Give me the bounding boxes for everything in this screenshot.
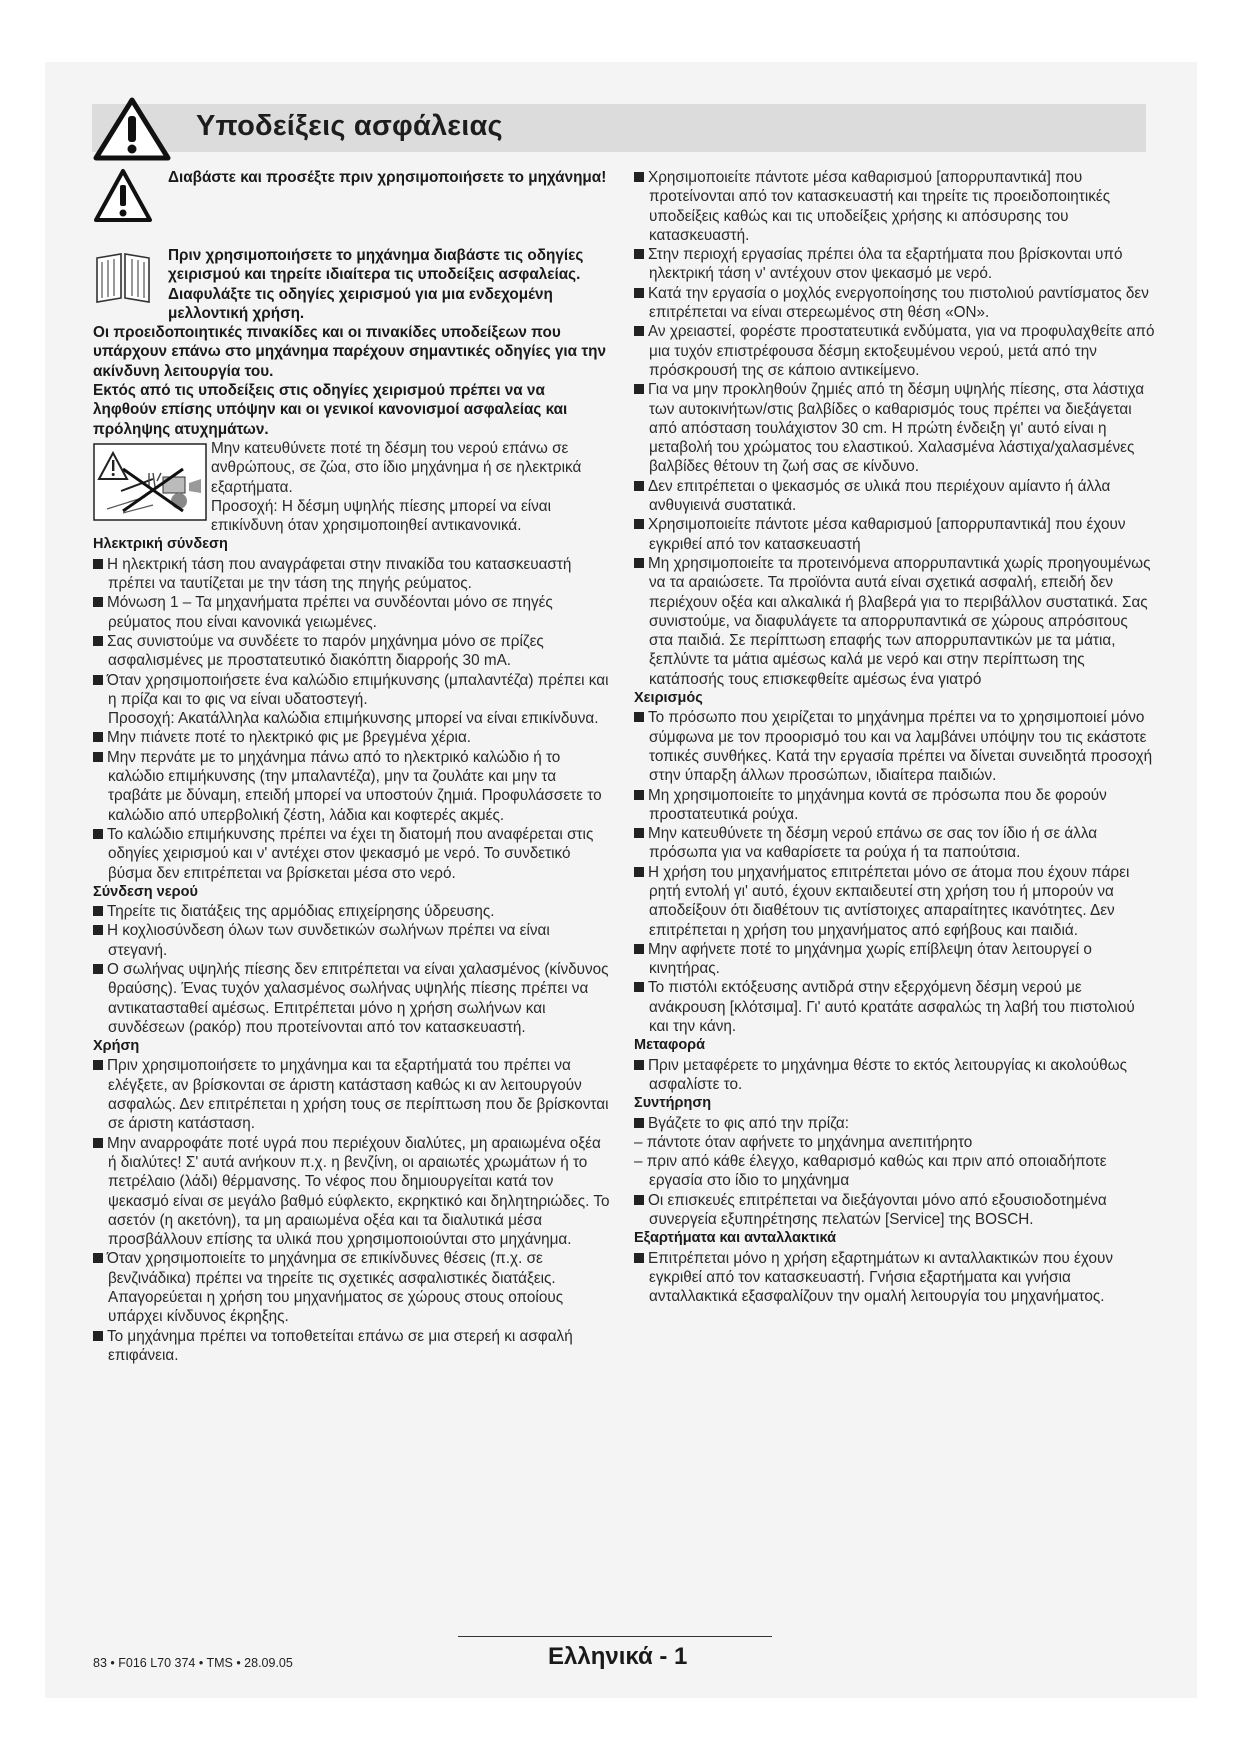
left-column	[93, 168, 611, 1365]
bullet-icon	[634, 944, 644, 954]
list-item: Μην κατευθύνετε τη δέσμη νερού επάνω σε σας τον ίδιο ή σε άλλα πρόσωπα για να καθαρίσετε τα ρούχα ή τα παπούτσια.	[634, 824, 1155, 863]
dash-item: – πάντοτε όταν αφήνετε το μηχάνημα ανεπιτήρητο	[634, 1133, 973, 1151]
bullet-icon	[93, 829, 103, 839]
list-item: Όταν χρησιμοποιείτε το μηχάνημα σε επικίνδυνες θέσεις (π.χ. σε βενζινάδικα) πρέπει να τηρείτε τις σχετικές ασφαλιστικές διατάξεις. Απαγορεύεται η χρήση του μηχανήματος σε χώρους στους οποίους υπάρχει κίνδυνος έκρηξης.	[93, 1249, 611, 1326]
bullet-icon	[634, 828, 644, 838]
extension-cable-note: Προσοχή: Ακατάλληλα καλώδια επιμήκυνσης μπορεί να είναι επικίνδυνα.	[108, 710, 599, 728]
list-item: Για να μην προκληθούν ζημιές από τη δέσμη υψηλής πίεσης, στα λάστιχα των αυτοκινήτων/στις βαλβίδες ο καθαρισμός τους πρέπει να διεξάγεται από απόσταση τουλάχιστον 30 cm. Η πρώτη ένδειξη γι' αυτό είναι η μεταβολή του χρώματος του ελαστικού. Χαλασμένα λάστιχα/χαλασμένες βαλβίδες θέτουν τη ζωή σας σε κίνδυνο.	[634, 380, 1155, 476]
list-item: Κατά την εργασία ο μοχλός ενεργοποίησης του πιστολιού ραντίσματος δεν επιτρέπεται να είναι στερεωμένος στη θέση «ON».	[634, 284, 1155, 323]
right-column	[634, 168, 1155, 1307]
list-item: Η κοχλιοσύνδεση όλων των συνδετικών σωλήνων πρέπει να είναι στεγανή.	[93, 921, 611, 960]
bullet-icon	[634, 982, 644, 992]
bullet-icon	[93, 1138, 103, 1148]
bullet-icon	[93, 925, 103, 935]
list-item: Αν χρειαστεί, φορέστε προστατευτικά ενδύματα, για να προφυλαχθείτε από μια τυχόν επιστρέφουσα δέσμη εκτοξευμένου νερού, μετά από την πρόσκρουσή της σε κάποιο αντικείμενο.	[634, 322, 1155, 380]
bullet-icon	[634, 481, 644, 491]
bullet-icon	[93, 675, 103, 685]
warning-labels-note: Οι προειδοποιητικές πινακίδες και οι πινακίδες υποδείξεων που υπάρχουν επάνω στο μηχάνημα παρέχουν σημαντικές οδηγίες για την ακίνδυνη λειτουργία του.	[93, 324, 607, 380]
list-item: Δεν επιτρέπεται ο ψεκασμός σε υλικά που περιέχουν αμίαντο ή άλλα ανθυγιεινά συστατικά.	[634, 477, 1155, 516]
list-item: Χρησιμοποιείτε πάντοτε μέσα καθαρισμού [απορρυπαντικά] που έχουν εγκριθεί από τον κατασκευαστή	[634, 515, 1155, 554]
warning-triangle-icon	[93, 168, 153, 224]
bullet-icon	[634, 326, 644, 336]
footer-doc-code: 83 • F016 L70 374 • TMS • 28.09.05	[93, 1656, 293, 1670]
bullet-icon	[634, 384, 644, 394]
bullet-icon	[93, 1253, 103, 1263]
bullet-icon	[634, 1253, 644, 1263]
warning-triangle-icon	[92, 96, 172, 162]
heading-maintenance: Συντήρηση	[634, 1095, 712, 1112]
list-item: Το πιστόλι εκτόξευσης αντιδρά στην εξερχόμενη δέσμη νερού με ανάκρουση [κλότσιμα]. Γι' αυτό κρατάτε ασφαλώς τη λαβή του πιστολιού και την κάνη.	[634, 978, 1155, 1036]
list-item: Επιτρέπεται μόνο η χρήση εξαρτημάτων κι ανταλλακτικών που έχουν εγκριθεί από τον κατασκευαστή. Γνήσια εξαρτήματα και γνήσια ανταλλακτικά εξασφαλίζουν την ομαλή λειτουργία του μηχανήματος.	[634, 1249, 1155, 1307]
list-item: Πριν χρησιμοποιήσετε το μηχάνημα και τα εξαρτήματά του πρέπει να ελέγξετε, αν βρίσκονται σε άριστη κατάσταση καθώς κι αν λειτουργούν ασφαλώς. Δεν επιτρέπεται η χρήση τους σε περίπτωση που δε βρίσκονται σε άριστη κατάσταση.	[93, 1056, 611, 1133]
list-item: Μη χρησιμοποιείτε το μηχάνημα κοντά σε πρόσωπα που δε φορούν προστατευτικά ρούχα.	[634, 786, 1155, 825]
spray-hazard-icon	[93, 443, 207, 521]
spray-warning-1: Μην κατευθύνετε ποτέ τη δέσμη του νερού επάνω σε ανθρώπους, σε ζώα, στο ίδιο μηχάνημα ή σε ηλεκτρικά εξαρτήματα.	[211, 439, 582, 496]
heading-accessories: Εξαρτήματα και ανταλλακτικά	[634, 1230, 837, 1247]
general-regulations-note: Εκτός από τις υποδείξεις στις οδηγίες χειρισμού πρέπει να να ληφθούν επίσης υπόψην και οι γενικοί κανονισμοί ασφαλείας και πρόληψης ατυχημάτων.	[93, 382, 568, 438]
list-item: Χρησιμοποιείτε πάντοτε μέσα καθαρισμού [απορρυπαντικά] που προτείνονται από τον κατασκευαστή και τηρείτε τις προειδοποιητικές υποδείξεις καθώς και τις υποδείξεις χρήσης κι απόσυρσης του κατασκευαστή.	[634, 168, 1155, 245]
bullet-icon	[634, 867, 644, 877]
page-title: Υποδείξεις ασφάλειας	[196, 110, 503, 142]
list-item: Το πρόσωπο που χειρίζεται το μηχάνημα πρέπει να το χρησιμοποιεί μόνο σύμφωνα με τον προορισμό του και να λαμβάνει υπόψην του τις εκάστοτε τοπικές συνθήκες. Κατά την εργασία πρέπει να δίνεται συνειδητά προσοχή στην ύπαρξη άλλων προσώπων, ιδιαίτερα παιδιών.	[634, 708, 1155, 785]
bullet-icon	[634, 712, 644, 722]
list-item: Μην πιάνετε ποτέ το ηλεκτρικό φις με βρεγμένα χέρια.	[93, 728, 611, 747]
bullet-icon	[93, 732, 103, 742]
bullet-icon	[634, 1060, 644, 1070]
footer-divider	[458, 1636, 772, 1637]
list-item: Σας συνιστούμε να συνδέετε το παρόν μηχάνημα μόνο σε πρίζες ασφαλισμένες με προστατευτικό διακόπτη διαρροής 30 mA.	[93, 632, 611, 671]
list-item: Μην αφήνετε ποτέ το μηχάνημα χωρίς επίβλεψη όταν λειτουργεί ο κινητήρας.	[634, 940, 1155, 979]
bullet-icon	[634, 790, 644, 800]
list-item: Το μηχάνημα πρέπει να τοποθετείται επάνω σε μια στερεή κι ασφαλή επιφάνεια.	[93, 1327, 611, 1366]
footer-page-label: Ελληνικά - 1	[548, 1643, 688, 1670]
bullet-icon	[93, 597, 103, 607]
heading-operation: Χειρισμός	[634, 690, 703, 707]
bullet-icon	[93, 559, 103, 569]
bullet-icon	[634, 1118, 644, 1128]
bullet-icon	[634, 288, 644, 298]
list-item: Βγάζετε το φις από την πρίζα:	[634, 1114, 1155, 1133]
heading-water-connection: Σύνδεση νερού	[93, 883, 198, 900]
read-manual-notice: Πριν χρησιμοποιήσετε το μηχάνημα διαβάστε τις οδηγίες χειρισμού και τηρείτε ιδιαίτερα τις υποδείξεις ασφαλείας. Διαφυλάξτε τις οδηγίες χειρισμού για μια ενδεχομένη μελλοντική χρήση.	[93, 246, 611, 323]
bullet-icon	[93, 1060, 103, 1070]
list-item: Οι επισκευές επιτρέπεται να διεξάγονται μόνο από εξουσιοδοτημένα συνεργεία εξυπηρέτησης πελατών [Service] της BOSCH.	[634, 1191, 1155, 1230]
bullet-icon	[634, 1195, 644, 1205]
list-item: Ο σωλήνας υψηλής πίεσης δεν επιτρέπεται να είναι χαλασμένος (κίνδυνος θραύσης). Ένας τυχόν χαλασμένος σωλήνας υψηλής πίεσης πρέπει να αντικατασταθεί αμέσως. Επιτρέπεται μόνο η χρήση σωλήνων και συνδέσεων (ρακόρ) που προτείνονται από τον κατασκευαστή.	[93, 960, 611, 1037]
bullet-icon	[93, 1331, 103, 1341]
list-item: Μην αναρροφάτε ποτέ υγρά που περιέχουν διαλύτες, μη αραιωμένα οξέα ή διαλύτες! Σ' αυτά ανήκουν π.χ. η βενζίνη, οι αραιωτές χρωμάτων ή το πετρέλαιο (λάδι) θέρμανσης. Το νέφος που δημιουργείται κατά τον ψεκασμό είναι σε μεγάλο βαθμό εύφλεκτο, εκρηκτικό και δηλητηριώδες. Το ασετόν (η ακετόνη), τα μη αραιωμένα οξέα και τα διαλυτικά μέσα προσβάλλουν επίσης τα υλικά που χρησιμοποιούνται στο μηχάνημα.	[93, 1134, 611, 1250]
list-item: Μόνωση 1 – Τα μηχανήματα πρέπει να συνδέονται μόνο σε πηγές ρεύματος που είναι κανονικά γειωμένες.	[93, 593, 611, 632]
list-item: Στην περιοχή εργασίας πρέπει όλα τα εξαρτήματα που βρίσκονται υπό ηλεκτρική τάση ν' αντέχουν στον ψεκασμό με νερό.	[634, 245, 1155, 284]
list-item: Η ηλεκτρική τάση που αναγράφεται στην πινακίδα του κατασκευαστή πρέπει να ταυτίζεται με την τάση της πηγής ρεύματος.	[93, 555, 611, 594]
bullet-icon	[634, 558, 644, 568]
dash-item: – πριν από κάθε έλεγχο, καθαρισμό καθώς και πριν από οποιαδήποτε εργασία στο ίδιο το μηχάνημα	[634, 1153, 1107, 1190]
list-item: Πριν μεταφέρετε το μηχάνημα θέστε το εκτός λειτουργίας κι ακολούθως ασφαλίστε το.	[634, 1056, 1155, 1095]
spray-warning-block	[93, 439, 611, 535]
bullet-icon	[634, 172, 644, 182]
bullet-icon	[93, 906, 103, 916]
list-item: Μη χρησιμοποιείτε τα προτεινόμενα απορρυπαντικά χωρίς προηγουμένως να τα αραιώσετε. Τα προϊόντα αυτά είναι σχετικά ασφαλή, επειδή δεν περιέχουν οξέα και αλκαλικά ή βλαβερά για το περιβάλλον συστατικά. Σας συνιστούμε, να διαφυλάγετε τα απορρυπαντικά σε χώρους απρόσιτους στα παιδιά. Σε περίπτωση επαφής των απορρυπαντικών με τα μάτια, ξεπλύντε τα μάτια αμέσως καλά με νερό και στην περίπτωση της κατάποσής τους επισκεφθείτε αμέσως ένα γιατρό	[634, 554, 1155, 689]
heading-transport: Μεταφορά	[634, 1037, 706, 1054]
list-item: Όταν χρησιμοποιήσετε ένα καλώδιο επιμήκυνσης (μπαλαντέζα) πρέπει και η πρίζα και το φις να είναι υδατοστεγή.	[93, 671, 611, 710]
bullet-icon	[634, 519, 644, 529]
list-item: Το καλώδιο επιμήκυνσης πρέπει να έχει τη διατομή που αναφέρεται στις οδηγίες χειρισμού και ν' αντέχει στον ψεκασμό με νερό. Το συνδετικό βύσμα δεν επιτρέπεται να βρίσκεται μέσα στο νερό.	[93, 825, 611, 883]
list-item: Τηρείτε τις διατάξεις της αρμόδιας επιχείρησης ύδρευσης.	[93, 902, 611, 921]
bullet-icon	[93, 636, 103, 646]
list-item: Η χρήση του μηχανήματος επιτρέπεται μόνο σε άτομα που έχουν πάρει ρητή εντολή γι' αυτό, έχουν εκπαιδευτεί στη χρήση του ή μπορούν να αποδείξουν ότι διαθέτουν τις αντίστοιχες απαραίτητες ικανότητες. Δεν επιτρέπεται η χρήση του μηχανήματος από εφήβους και παιδιά.	[634, 863, 1155, 940]
bullet-icon	[634, 249, 644, 259]
bullet-icon	[93, 752, 103, 762]
list-item: Μην περνάτε με το μηχάνημα πάνω από το ηλεκτρικό καλώδιο ή το καλώδιο επιμήκυνσης (την μπαλαντέζα), μην τα ζουλάτε και μην τα τραβάτε με δύναμη, επειδή μπορεί να υποστούν ζημιά. Προφυλάσσετε το καλώδιο από υπερβολική ζέστη, λάδια και κοφτερές ακμές.	[93, 748, 611, 825]
open-book-icon	[93, 248, 153, 304]
spray-warning-2: Προσοχή: Η δέσμη υψηλής πίεσης μπορεί να είναι επικίνδυνη όταν χρησιμοποιηθεί αντικανονικά.	[211, 497, 552, 535]
read-before-use-notice: Διαβάστε και προσέξτε πριν χρησιμοποιήσετε το μηχάνημα!	[93, 168, 611, 224]
section-header	[92, 104, 1146, 152]
bullet-icon	[93, 964, 103, 974]
heading-electrical: Ηλεκτρική σύνδεση	[93, 536, 228, 553]
heading-use: Χρήση	[93, 1038, 140, 1055]
